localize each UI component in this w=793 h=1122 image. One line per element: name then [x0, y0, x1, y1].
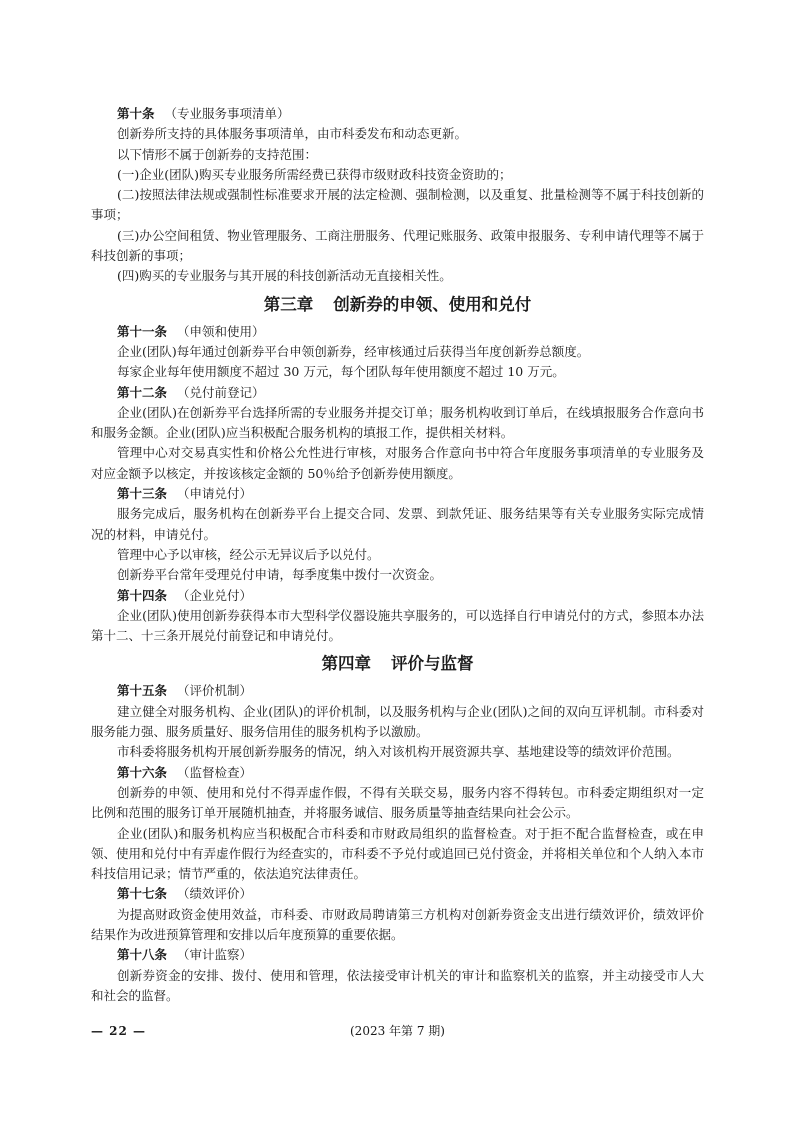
- article-topic: （申领和使用）: [177, 323, 265, 339]
- article-heading: [91, 484, 704, 504]
- paragraph: (二)按照法律法规或强制性标准要求开展的法定检测、强制检测，以及重复、批量检测等不属于科技创新的事项；: [91, 187, 704, 223]
- article-heading: [91, 104, 704, 124]
- paragraph: 管理中心对交易真实性和价格公允性进行审核，对服务合作意向书中符合年度服务事项清单的专业服务及对应金额予以核定，并按该核定金额的 50％给予创新券使用额度。: [91, 445, 704, 481]
- paragraph: 为提高财政资金使用效益，市科委、市财政局聘请第三方机构对创新券资金支出进行绩效评价，绩效评价结果作为改进预算管理和安排以后年度预算的重要依据。: [91, 906, 704, 942]
- issue-label: (2023 年第 7 期): [350, 1024, 445, 1038]
- paragraph: 创新券所支持的具体服务事项清单，由市科委发布和动态更新。: [117, 126, 468, 142]
- chapter-title: 创新券的申领、使用和兑付: [333, 294, 532, 314]
- article-heading: [91, 884, 704, 904]
- article-number: 第十六条: [117, 764, 168, 780]
- paragraph: (三)办公空间租赁、物业管理服务、工商注册服务、代理记账服务、政策申报服务、专利申请代理等不属于科技创新的事项；: [91, 227, 704, 264]
- page-number: — 22 —: [91, 1024, 147, 1038]
- article-number: 第十一条: [117, 323, 168, 339]
- chapter-heading: [91, 652, 704, 676]
- paragraph: 管理中心予以审核，经公示无异议后予以兑付。: [117, 546, 380, 562]
- paragraph: (一)企业(团队)购买专业服务所需经费已获得市级财政科技资金资助的；: [117, 166, 512, 182]
- article-topic: （企业兑付）: [177, 587, 253, 603]
- page-footer: [91, 1021, 704, 1041]
- article-topic: （审计监察）: [177, 947, 253, 963]
- chapter-title: 评价与监督: [391, 654, 474, 674]
- paragraph: 企业(团队)使用创新券获得本市大型科学仪器设施共享服务的，可以选择自行申请兑付的方式，参照本办法第十二、十三条开展兑付前登记和申请兑付。: [91, 607, 704, 644]
- paragraph: 创新券的申领、使用和兑付不得弄虚作假，不得有关联交易，服务内容不得转包。市科委定期组织对一定比例和范围的服务订单开展随机抽查，并将服务诚信、服务质量等抽查结果向社会公示。: [91, 784, 704, 821]
- paragraph: 企业(团队)和服务机构应当积极配合市科委和市财政局组织的监督检查。对于拒不配合监督检查，或在申领、使用和兑付中有弄虚作假行为经查实的，市科委不予兑付或追回已兑付资金，并将相关单位和个人纳入本市科技信用记录；情节严重的，依法追究法律责任。: [91, 825, 704, 882]
- article-topic: （绩效评价）: [177, 886, 253, 902]
- paragraph: (四)购买的专业服务与其开展的科技创新活动无直接相关性。: [117, 268, 452, 284]
- article-heading: [91, 586, 704, 606]
- article-number: 第十七条: [117, 886, 168, 902]
- paragraph: 市科委将服务机构开展创新券服务的情况，纳入对该机构开展资源共享、基地建设等的绩效评价范围。: [117, 744, 680, 760]
- paragraph: 以下情形不属于创新券的支持范围：: [117, 146, 318, 162]
- chapter-heading: [91, 293, 704, 317]
- document-body: [91, 104, 704, 1006]
- article-topic: （监督检查）: [177, 764, 253, 780]
- chapter-number: 第四章: [321, 654, 371, 674]
- article-number: 第十八条: [117, 947, 168, 963]
- article-topic: （专业服务事项清单）: [164, 106, 290, 121]
- article-number: 第十五条: [117, 683, 168, 699]
- paragraph: 企业(团队)在创新券平台选择所需的专业服务并提交订单；服务机构收到订单后，在线填报服务合作意向书和服务金额。企业(团队)应当积极配合服务机构的填报工作，提供相关材料。: [91, 404, 704, 441]
- paragraph: 每家企业每年使用额度不超过 30 万元，每个团队每年使用额度不超过 10 万元。: [117, 364, 565, 380]
- paragraph: 建立健全对服务机构、企业(团队)的评价机制，以及服务机构与企业(团队)之间的双向互评机制。市科委对服务能力强、服务质量好、服务信用佳的服务机构予以激励。: [91, 703, 704, 740]
- article-number: 第十条: [117, 106, 155, 121]
- article-topic: （兑付前登记）: [177, 384, 265, 400]
- article-number: 第十三条: [117, 486, 168, 502]
- article-topic: （申请兑付）: [177, 486, 253, 502]
- article-topic: （评价机制）: [177, 683, 253, 699]
- paragraph: 企业(团队)每年通过创新券平台申领创新券，经审核通过后获得当年度创新券总额度。: [117, 343, 590, 359]
- article-number: 第十四条: [117, 587, 168, 603]
- article-heading: [91, 763, 704, 783]
- article-heading: [91, 383, 704, 403]
- paragraph: 创新券平台常年受理兑付申请，每季度集中拨付一次资金。: [117, 567, 443, 583]
- article-heading: [91, 945, 704, 965]
- paragraph: 服务完成后，服务机构在创新券平台上提交合同、发票、到款凭证、服务结果等有关专业服务实际完成情况的材料，申请兑付。: [91, 506, 704, 542]
- article-number: 第十二条: [117, 384, 168, 400]
- article-heading: [91, 681, 704, 701]
- chapter-number: 第三章: [263, 294, 314, 314]
- article-heading: [91, 322, 704, 342]
- paragraph: 创新券资金的安排、拨付、使用和管理，依法接受审计机关的审计和监察机关的监察，并主动接受市人大和社会的监督。: [91, 967, 704, 1003]
